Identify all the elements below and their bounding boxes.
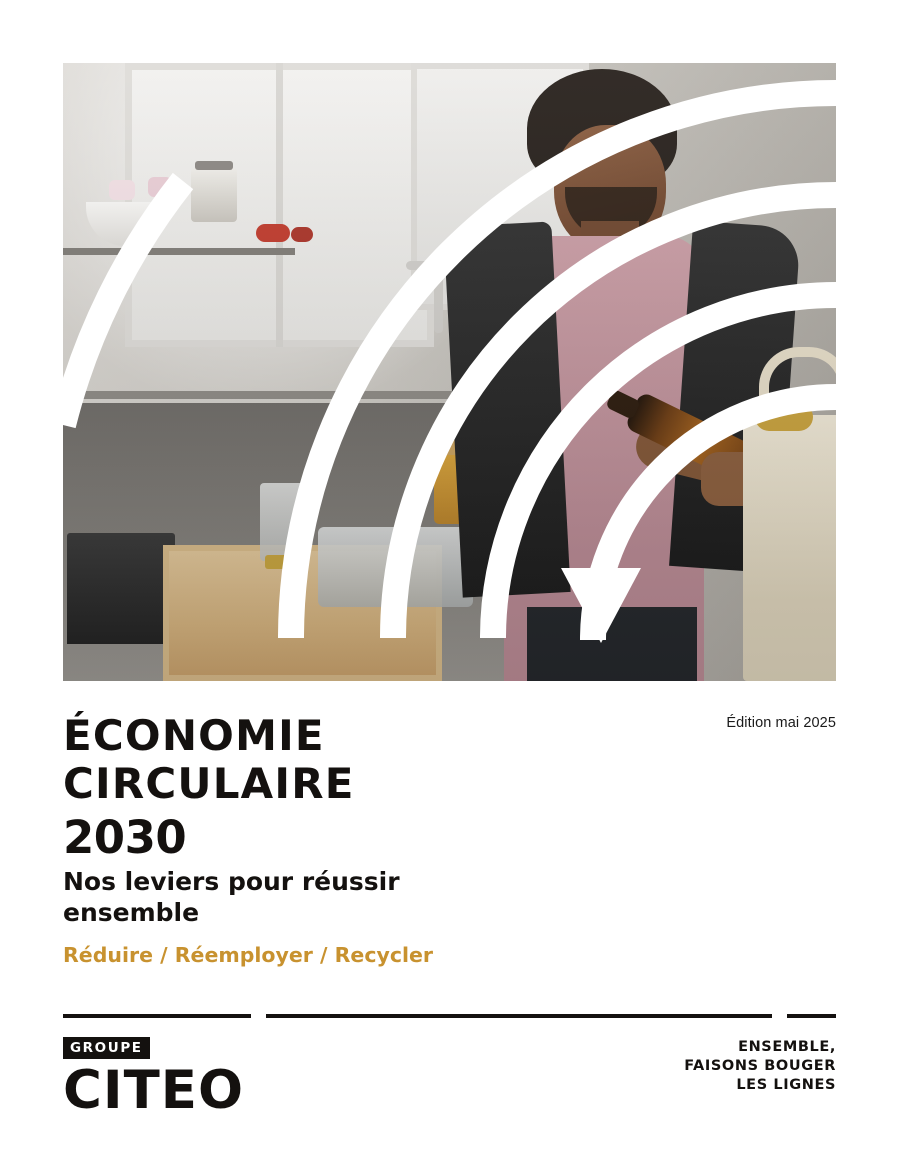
tagline: Réduire / Réemployer / Recycler (63, 943, 434, 967)
glass-container (318, 527, 473, 607)
glass-jar (260, 483, 310, 561)
metal-bin (67, 533, 175, 644)
citeo-logo (63, 1037, 244, 1119)
red-utensil-1 (256, 224, 290, 242)
divider-segment-1 (63, 1014, 251, 1018)
pink-item-2 (148, 177, 172, 197)
tote-bag (743, 415, 836, 681)
red-utensil-2 (291, 227, 313, 242)
edition-label: Édition mai 2025 (726, 715, 836, 731)
title-year: 2030 (63, 811, 187, 864)
divider-segment-3 (787, 1014, 836, 1018)
cover-photo (63, 63, 836, 681)
title-line-2: CIRCULAIRE (63, 759, 355, 808)
person-trousers (527, 607, 697, 681)
pink-item-1 (109, 180, 135, 200)
title-line-1: ÉCONOMIE (63, 711, 325, 760)
kitchen-shelf (63, 248, 295, 255)
logo-groupe-badge: GROUPE (63, 1037, 150, 1059)
brand-baseline (684, 1038, 836, 1095)
storage-jar-shelf (191, 168, 237, 222)
person-jacket-left (444, 221, 571, 597)
photo-background (63, 63, 836, 681)
divider-segment-2 (266, 1014, 772, 1018)
kitchen-tap (434, 261, 443, 333)
window-mullion (276, 63, 283, 347)
baseline-line-1: ENSEMBLE, (738, 1039, 836, 1055)
title-block (63, 712, 623, 968)
tote-contents (755, 403, 813, 431)
baseline-line-2: FAISONS BOUGER (684, 1058, 836, 1074)
logo-citeo-wordmark: CITEO (63, 1060, 245, 1121)
counter-edge (63, 391, 511, 399)
baseline-line-3: LES LIGNES (736, 1077, 836, 1093)
subtitle: Nos leviers pour réussir ensemble (63, 867, 400, 927)
